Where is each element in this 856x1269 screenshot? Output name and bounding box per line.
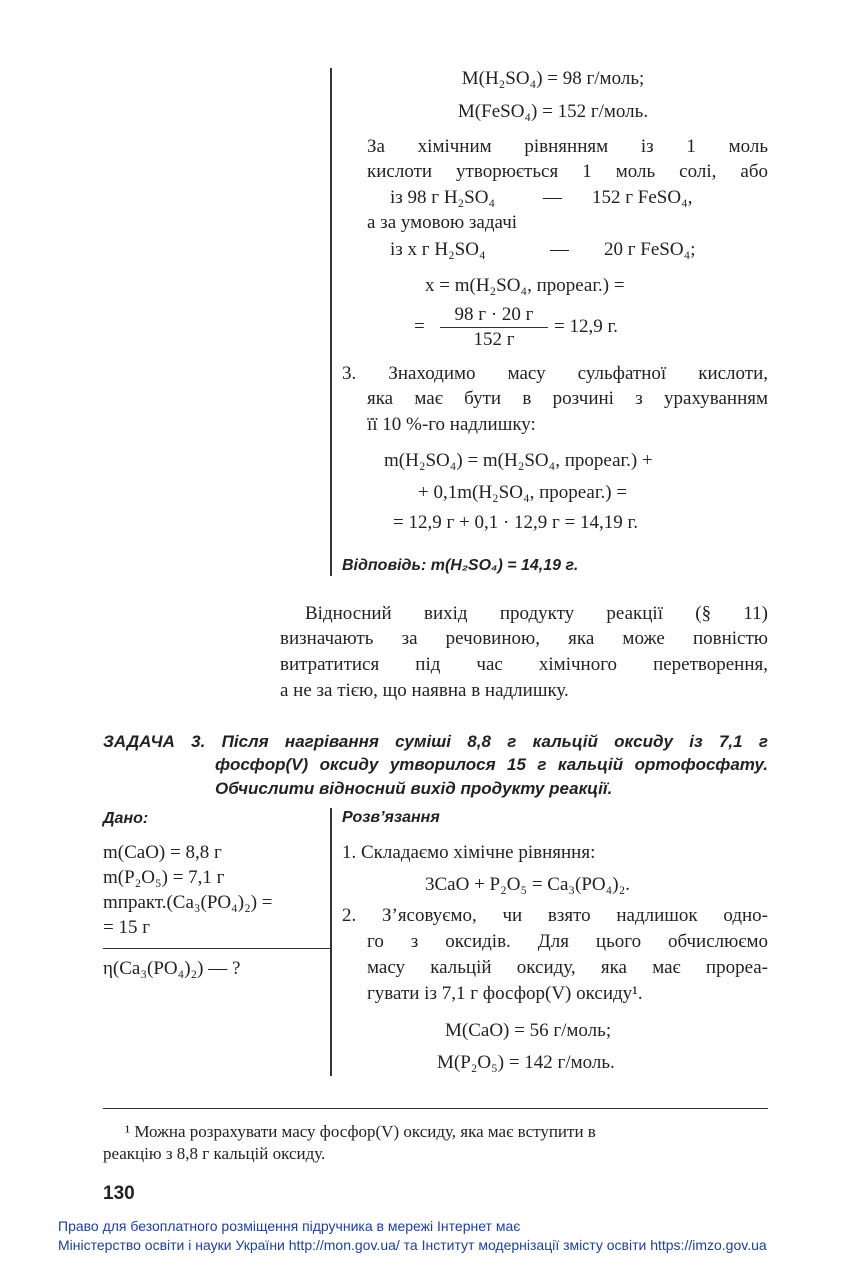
equation-line: + 0,1m(H₂SO₄, прореаг.) = — [418, 482, 628, 503]
task-text: фосфор(V) оксиду утворилося 15 г кальцій ортофосфату. — [215, 755, 768, 774]
footnote-line: ¹ Можна розрахувати масу фосфор(V) оксиду, яка має вступити в — [125, 1122, 596, 1141]
proportion-2a: із x г H₂SO₄ — [390, 239, 486, 260]
paragraph-line: витратитися під час хімічного перетворення, — [280, 654, 768, 675]
text-line: го з оксидів. Для цього обчислюємо — [367, 931, 768, 952]
equation-line: m(H₂SO₄) = m(H₂SO₄, прореаг.) + — [384, 450, 653, 471]
x-equation: x = m(H₂SO₄, прореаг.) = — [425, 275, 625, 296]
equation-line: = 12,9 г + 0,1 · 12,9 г = 14,19 г. — [393, 512, 638, 533]
given-item: = 15 г — [103, 917, 151, 938]
answer: Відповідь: m(H₂SO₄) = 14,19 г. — [342, 557, 579, 574]
text-line: масу кальцій оксиду, яка має прореа- — [367, 957, 768, 978]
footnote-rule — [103, 1108, 768, 1109]
proportion-1c: 152 г FeSO₄, — [592, 187, 693, 208]
proportion-1a: із 98 г H₂SO₄ — [390, 187, 496, 208]
solution-title: Розв’язання — [342, 809, 440, 826]
task-title: ЗАДАЧА 3. Після нагрівання суміші 8,8 г кальцій оксиду із 7,1 г — [103, 732, 768, 751]
step-1: 1. Складаємо хімічне рівняння: — [342, 842, 596, 863]
molar-mass-h2so4: M(H₂SO₄) = 98 г/моль; — [461, 68, 645, 89]
given-item: mпракт.(Ca₃(PO₄)₂) = — [103, 892, 273, 913]
paragraph-line: визначають за речовиною, яка може повністю — [280, 628, 768, 649]
text-line: яка має бути в розчині з урахуванням — [367, 388, 768, 409]
fraction-eq: = — [414, 316, 425, 337]
paragraph-line: Відносний вихід продукту реакції (§ 11) — [305, 603, 768, 624]
proportion-2b: — — [550, 239, 569, 260]
find-item: η(Ca₃(PO₄)₂) — ? — [103, 958, 241, 979]
molar-mass-p2o5: M(P₂O₅) = 142 г/моль. — [437, 1052, 615, 1073]
page-number: 130 — [103, 1183, 135, 1204]
column-divider — [330, 68, 332, 576]
reaction-equation: 3CaO + P₂O₅ = Ca₃(PO₄)₂. — [425, 874, 630, 895]
footnote-line: реакцію з 8,8 г кальцій оксиду. — [103, 1144, 326, 1163]
proportion-1b: — — [543, 187, 562, 208]
fraction-bar — [440, 327, 548, 328]
step-3: 3. Знаходимо масу сульфатної кислоти, — [342, 363, 768, 384]
step-2: 2. З’ясовуємо, чи взято надлишок одно- — [342, 905, 768, 926]
paragraph-line: а не за тією, що наявна в надлишку. — [280, 680, 569, 701]
fraction-result: = 12,9 г. — [554, 316, 618, 337]
molar-mass-feso4: M(FeSO₄) = 152 г/моль. — [457, 101, 649, 122]
molar-mass-cao: M(CaO) = 56 г/моль; — [445, 1020, 612, 1041]
fraction-numerator: 98 г · 20 г — [454, 304, 534, 325]
given-title: Дано: — [103, 810, 149, 827]
license-line: Право для безоплатного розміщення підручника в мережі Інтернет має — [58, 1218, 521, 1234]
task-text: Обчислити відносний вихід продукту реакції. — [215, 779, 613, 798]
license-line: Міністерство освіти і науки України http://mon.gov.ua/ та Інститут модернізації змісту освіти https://imzo.gov.ua — [58, 1237, 767, 1253]
text-line: За хімічним рівнянням із 1 моль — [367, 136, 768, 157]
given-item: m(CaO) = 8,8 г — [103, 842, 222, 863]
fraction-denominator: 152 г — [473, 329, 515, 350]
proportion-2c: 20 г FeSO₄; — [604, 239, 696, 260]
text-line: гувати із 7,1 г фосфор(V) оксиду¹. — [367, 983, 643, 1004]
given-item: m(P₂O₅) = 7,1 г — [103, 867, 225, 888]
table-divider — [330, 808, 332, 1076]
text-line: її 10 %-го надлишку: — [367, 414, 536, 435]
text-line: а за умовою задачі — [367, 212, 518, 233]
text-line: кислоти утворюється 1 моль солі, або — [367, 161, 768, 182]
given-divider — [103, 948, 330, 949]
